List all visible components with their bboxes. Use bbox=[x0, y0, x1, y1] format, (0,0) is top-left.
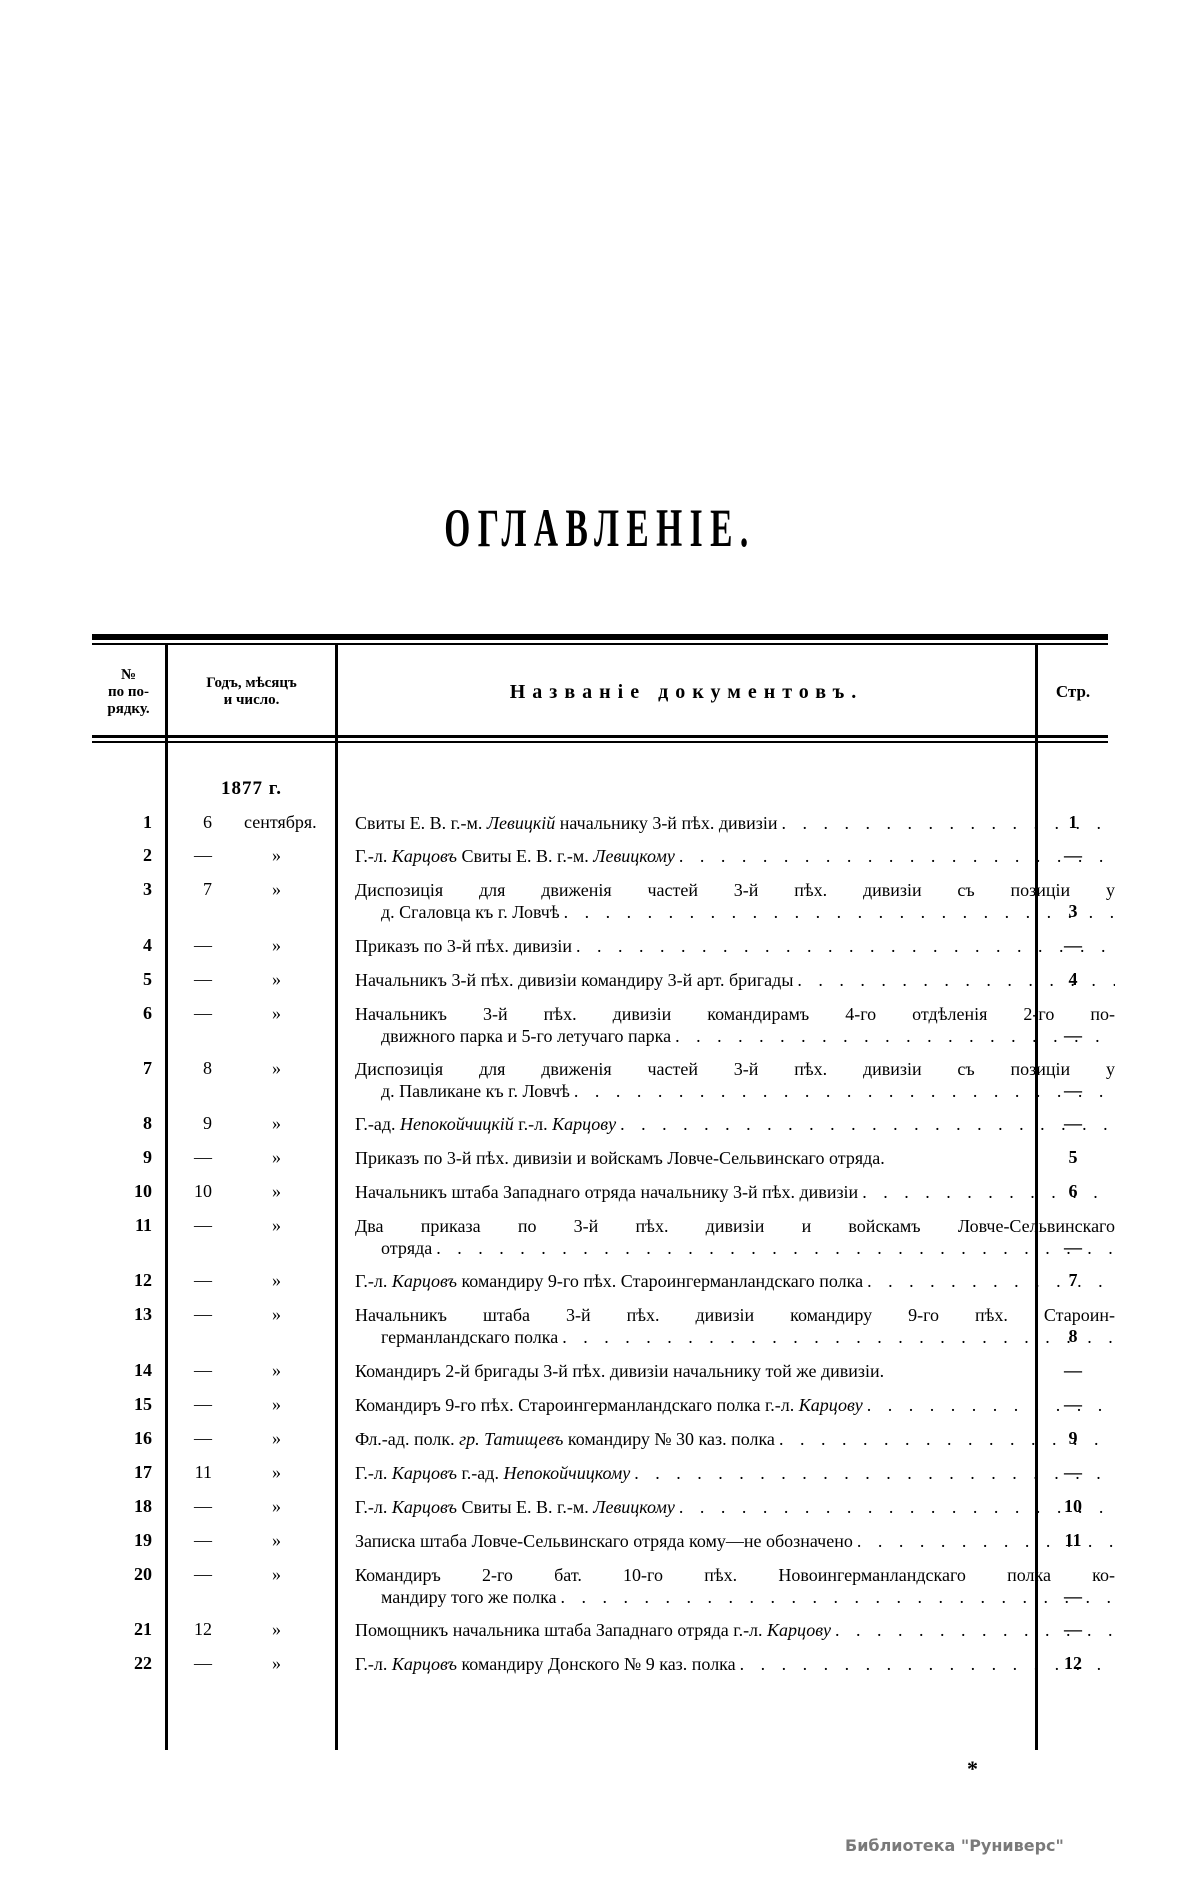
row-page: — bbox=[1064, 1619, 1082, 1639]
row-page: 3 bbox=[1068, 901, 1078, 921]
document-title-line bbox=[355, 812, 1115, 834]
document-title-text: Начальникъ штаба Западнаго отряда начальнику 3-й пѣх. дивизіи bbox=[355, 1182, 859, 1202]
row-number: 4 bbox=[143, 935, 152, 955]
row-page: — bbox=[1064, 1113, 1082, 1133]
person-name: Карцовъ bbox=[391, 1463, 457, 1483]
row-month: » bbox=[272, 1058, 281, 1078]
row-document-title bbox=[355, 1003, 1115, 1047]
row-day-value: — bbox=[194, 1530, 212, 1550]
document-title-text: движного парка и 5-го летучаго парка bbox=[381, 1026, 672, 1046]
row-document-title bbox=[355, 1428, 1115, 1450]
row-document-title bbox=[355, 1181, 1115, 1203]
row-document-title bbox=[355, 879, 1115, 923]
row-number: 21 bbox=[134, 1619, 152, 1639]
row-month: » bbox=[272, 1360, 281, 1380]
header-document-title: Названіе документовъ. bbox=[509, 680, 864, 703]
row-day-value: 8 bbox=[203, 1058, 212, 1078]
document-title-text: Диспозиція для движенія частей 3-й пѣх. дивизіи съ позиціи у bbox=[355, 1059, 1115, 1079]
document-title-text: Начальникъ 3-й пѣх. дивизіи командиру 3-й арт. бригады bbox=[355, 970, 794, 990]
row-day-value: 12 bbox=[194, 1619, 212, 1639]
row-number: 15 bbox=[134, 1394, 152, 1414]
document-title-line bbox=[355, 969, 1115, 991]
row-month: » bbox=[272, 1530, 281, 1550]
row-month: » bbox=[272, 1215, 281, 1235]
row-month: » bbox=[272, 1462, 281, 1482]
row-month: » bbox=[272, 1270, 281, 1290]
row-number: 9 bbox=[143, 1147, 152, 1167]
row-document-title bbox=[355, 1653, 1115, 1675]
row-day-value: — bbox=[194, 1215, 212, 1235]
library-watermark: Библиотека "Руниверс" bbox=[845, 1836, 1064, 1855]
row-month: » bbox=[272, 879, 281, 899]
document-title-line bbox=[355, 1080, 1115, 1102]
row-document-title bbox=[355, 1619, 1115, 1641]
row-month: » bbox=[272, 1653, 281, 1673]
row-number: 13 bbox=[134, 1304, 152, 1324]
row-day-value: — bbox=[194, 1653, 212, 1673]
person-name: Карцову bbox=[798, 1395, 863, 1415]
person-name: Карцову bbox=[552, 1114, 617, 1134]
table-top-thin-rule bbox=[92, 643, 1108, 645]
row-document-title bbox=[355, 1304, 1115, 1348]
row-page: — bbox=[1064, 935, 1082, 955]
row-day-value: 10 bbox=[194, 1181, 212, 1201]
document-title-text: Г.-л. Карцовъ командиру Донского № 9 каз. полка bbox=[355, 1654, 736, 1674]
row-day-value: — bbox=[194, 1394, 212, 1414]
person-name: гр. Татищевъ bbox=[459, 1429, 564, 1449]
document-title-text: Помощникъ начальника штаба Западнаго отряда г.-л. Карцову bbox=[355, 1620, 832, 1640]
row-day-value: 9 bbox=[203, 1113, 212, 1133]
document-title-line bbox=[355, 1304, 1115, 1326]
document-title-text: Фл.-ад. полк. гр. Татищевъ командиру № 30 каз. полка bbox=[355, 1429, 775, 1449]
document-title-line bbox=[355, 1113, 1115, 1135]
header-date-line: и число. bbox=[223, 692, 280, 708]
row-document-title bbox=[355, 935, 1115, 957]
document-title-text: германландскаго полка bbox=[381, 1327, 559, 1347]
document-title-text: Диспозиція для движенія частей 3-й пѣх. дивизіи съ позиціи у bbox=[355, 880, 1115, 900]
row-document-title bbox=[355, 1360, 1115, 1382]
person-name: Карцовъ bbox=[391, 846, 457, 866]
row-page: — bbox=[1064, 1237, 1082, 1257]
row-month: » bbox=[272, 1113, 281, 1133]
leader-dots bbox=[560, 901, 1115, 923]
row-number: 17 bbox=[134, 1462, 152, 1482]
document-title-text: Свиты Е. В. г.-м. Левицкій начальнику 3-й пѣх. дивизіи bbox=[355, 813, 778, 833]
row-number: 3 bbox=[143, 879, 152, 899]
document-title-text: Командиръ 2-й бригады 3-й пѣх. дивизіи начальнику той же дивизіи. bbox=[355, 1361, 885, 1381]
document-title-text: отряда bbox=[381, 1238, 433, 1258]
row-number: 7 bbox=[143, 1058, 152, 1078]
header-date bbox=[168, 648, 335, 736]
document-title-text: д. Сгаловца къ г. Ловчѣ bbox=[381, 902, 560, 922]
row-document-title bbox=[355, 969, 1115, 991]
row-page: — bbox=[1064, 845, 1082, 865]
row-number: 12 bbox=[134, 1270, 152, 1290]
row-month: » bbox=[272, 969, 281, 989]
document-title-line bbox=[355, 1360, 1115, 1382]
person-name: Непокойчицкому bbox=[503, 1463, 631, 1483]
row-number: 19 bbox=[134, 1530, 152, 1550]
row-document-title bbox=[355, 1215, 1115, 1259]
row-month: » bbox=[272, 1619, 281, 1639]
row-page: 12 bbox=[1064, 1653, 1082, 1673]
footer-asterisk: * bbox=[967, 1756, 978, 1781]
row-day-value: — bbox=[194, 969, 212, 989]
row-number: 20 bbox=[134, 1564, 152, 1584]
document-title-line bbox=[355, 1428, 1115, 1450]
row-day-value: — bbox=[194, 845, 212, 865]
row-number: 5 bbox=[143, 969, 152, 989]
person-name: Карцовъ bbox=[391, 1654, 457, 1674]
document-title-line bbox=[355, 1530, 1115, 1552]
document-title-line bbox=[355, 935, 1115, 957]
document-title-text: Приказъ по 3-й пѣх. дивизіи bbox=[355, 936, 573, 956]
document-title-text: мандиру того же полка bbox=[381, 1587, 557, 1607]
leader-dots bbox=[432, 1237, 1115, 1259]
row-day-value: — bbox=[194, 1428, 212, 1448]
document-title-line bbox=[355, 1564, 1115, 1586]
row-month: » bbox=[272, 1304, 281, 1324]
leader-dots bbox=[558, 1326, 1115, 1348]
row-day-value: — bbox=[194, 1564, 212, 1584]
row-number: 11 bbox=[134, 1215, 152, 1235]
row-page: 1 bbox=[1068, 812, 1078, 832]
leader-dots bbox=[570, 1080, 1115, 1102]
document-title-line bbox=[355, 1003, 1115, 1025]
document-title-line bbox=[355, 845, 1115, 867]
person-name: Карцовъ bbox=[391, 1497, 457, 1517]
row-document-title bbox=[355, 1270, 1115, 1292]
row-month: » bbox=[272, 1181, 281, 1201]
header-number-line: по по- bbox=[107, 683, 149, 700]
row-month: » bbox=[272, 935, 281, 955]
document-title-line bbox=[355, 901, 1115, 923]
document-title-line bbox=[355, 1326, 1115, 1348]
document-title-line bbox=[355, 1270, 1115, 1292]
document-title-text: Командиръ 9-го пѣх. Староингерманландскаго полка г.-л. Карцову bbox=[355, 1395, 863, 1415]
document-title-text: Два приказа по 3-й пѣх. дивизіи и войскамъ Ловче-Сельвинскаго bbox=[355, 1216, 1115, 1236]
document-title-text: Начальникъ штаба 3-й пѣх. дивизіи командиру 9-го пѣх. Староин- bbox=[355, 1305, 1115, 1325]
row-page: 7 bbox=[1068, 1270, 1078, 1290]
row-day-value: 7 bbox=[203, 879, 212, 899]
document-title-text: Записка штаба Ловче-Сельвинскаго отряда кому—не обозначено bbox=[355, 1531, 853, 1551]
document-title-line bbox=[355, 1496, 1115, 1518]
row-page: — bbox=[1064, 1586, 1082, 1606]
page-title: ОГЛАВЛЕНІЕ. bbox=[444, 498, 756, 558]
row-document-title bbox=[355, 1462, 1115, 1484]
document-title-line bbox=[355, 1586, 1115, 1608]
column-divider-date bbox=[335, 645, 338, 1750]
row-month: » bbox=[272, 1428, 281, 1448]
document-title-text: д. Павликане къ г. Ловчѣ bbox=[381, 1081, 570, 1101]
document-title-text: Г.-л. Карцовъ Свиты Е. В. г.-м. Левицкому bbox=[355, 846, 675, 866]
row-day-value: — bbox=[194, 1270, 212, 1290]
row-month: » bbox=[272, 1564, 281, 1584]
header-number-line: № bbox=[120, 666, 137, 683]
document-title-line bbox=[355, 1394, 1115, 1416]
row-page: — bbox=[1064, 1462, 1082, 1482]
row-document-title bbox=[355, 812, 1115, 834]
row-page: — bbox=[1064, 1025, 1082, 1045]
row-number: 1 bbox=[143, 812, 152, 832]
document-title-line bbox=[355, 1025, 1115, 1047]
row-document-title bbox=[355, 1147, 1115, 1169]
person-name: Карцову bbox=[767, 1620, 832, 1640]
row-number: 18 bbox=[134, 1496, 152, 1516]
row-number: 22 bbox=[134, 1653, 152, 1673]
row-page: 6 bbox=[1068, 1181, 1078, 1201]
header-date-line: Годъ, мѣсяцъ bbox=[206, 675, 297, 691]
document-title-text: Г.-л. Карцовъ г.-ад. Непокойчицкому bbox=[355, 1463, 631, 1483]
document-title-text: Г.-ад. Непокойчицкій г.-л. Карцову bbox=[355, 1114, 617, 1134]
row-page: 8 bbox=[1068, 1326, 1078, 1346]
row-document-title bbox=[355, 1394, 1115, 1416]
row-day-value: — bbox=[194, 1360, 212, 1380]
row-day-value: — bbox=[194, 935, 212, 955]
document-title-line bbox=[355, 1181, 1115, 1203]
person-name: Непокойчицкій bbox=[400, 1114, 514, 1134]
row-document-title bbox=[355, 1564, 1115, 1608]
header-page: Стр. bbox=[1055, 682, 1091, 701]
table-top-thick-rule bbox=[92, 634, 1108, 640]
document-title-line bbox=[355, 1653, 1115, 1675]
person-name: Левицкій bbox=[486, 813, 556, 833]
row-number: 16 bbox=[134, 1428, 152, 1448]
row-month: » bbox=[272, 845, 281, 865]
row-document-title bbox=[355, 1530, 1115, 1552]
row-document-title bbox=[355, 1113, 1115, 1135]
document-title-line bbox=[355, 1237, 1115, 1259]
row-page: — bbox=[1064, 1080, 1082, 1100]
row-month: » bbox=[272, 1003, 281, 1023]
row-number: 14 bbox=[134, 1360, 152, 1380]
row-page: 5 bbox=[1068, 1147, 1078, 1167]
row-page: — bbox=[1064, 1360, 1082, 1380]
row-day-value: — bbox=[194, 1496, 212, 1516]
row-page: 10 bbox=[1064, 1496, 1082, 1516]
document-title-line bbox=[355, 1215, 1115, 1237]
row-day-value: — bbox=[194, 1304, 212, 1324]
row-document-title bbox=[355, 1496, 1115, 1518]
column-divider-number bbox=[165, 645, 168, 1750]
row-number: 8 bbox=[143, 1113, 152, 1133]
row-page: 11 bbox=[1064, 1530, 1082, 1550]
row-document-title bbox=[355, 1058, 1115, 1102]
row-number: 10 bbox=[134, 1181, 152, 1201]
leader-dots bbox=[572, 935, 1115, 957]
document-title-line bbox=[355, 1147, 1115, 1169]
document-title-line bbox=[355, 1462, 1115, 1484]
document-title-text: Г.-л. Карцовъ командиру 9-го пѣх. Староингерманландскаго полка bbox=[355, 1271, 864, 1291]
year-label: 1877 г. bbox=[221, 778, 282, 799]
document-title-text: Приказъ по 3-й пѣх. дивизіи и войскамъ Ловче-Сельвинскаго отряда. bbox=[355, 1148, 885, 1168]
row-month: » bbox=[272, 1394, 281, 1414]
document-title-line bbox=[355, 1058, 1115, 1080]
header-number-line: рядку. bbox=[107, 700, 150, 717]
document-title-text: Командиръ 2-го бат. 10-го пѣх. Новоингерманландскаго полка ко- bbox=[355, 1565, 1115, 1585]
header-bottom-thin-rule bbox=[92, 741, 1108, 743]
row-day-value: — bbox=[194, 1003, 212, 1023]
document-title-text: Г.-л. Карцовъ Свиты Е. В. г.-м. Левицкому bbox=[355, 1497, 675, 1517]
row-page: — bbox=[1064, 1394, 1082, 1414]
person-name: Левицкому bbox=[593, 846, 675, 866]
row-day-value: 11 bbox=[194, 1462, 212, 1482]
row-month: » bbox=[272, 1496, 281, 1516]
row-number: 6 bbox=[143, 1003, 152, 1023]
row-day-value: 6 bbox=[203, 812, 212, 832]
person-name: Карцовъ bbox=[391, 1271, 457, 1291]
row-month: » bbox=[272, 1147, 281, 1167]
document-title-line bbox=[355, 1619, 1115, 1641]
row-document-title bbox=[355, 845, 1115, 867]
person-name: Левицкому bbox=[593, 1497, 675, 1517]
row-month: сентября. bbox=[244, 812, 317, 832]
row-page: 4 bbox=[1068, 969, 1078, 989]
row-number: 2 bbox=[143, 845, 152, 865]
document-title-line bbox=[355, 879, 1115, 901]
document-title-text: Начальникъ 3-й пѣх. дивизіи командирамъ 4-го отдѣленія 2-го по- bbox=[355, 1004, 1115, 1024]
header-number bbox=[92, 648, 165, 736]
row-page: 9 bbox=[1068, 1428, 1078, 1448]
leader-dots bbox=[557, 1586, 1115, 1608]
row-day-value: — bbox=[194, 1147, 212, 1167]
